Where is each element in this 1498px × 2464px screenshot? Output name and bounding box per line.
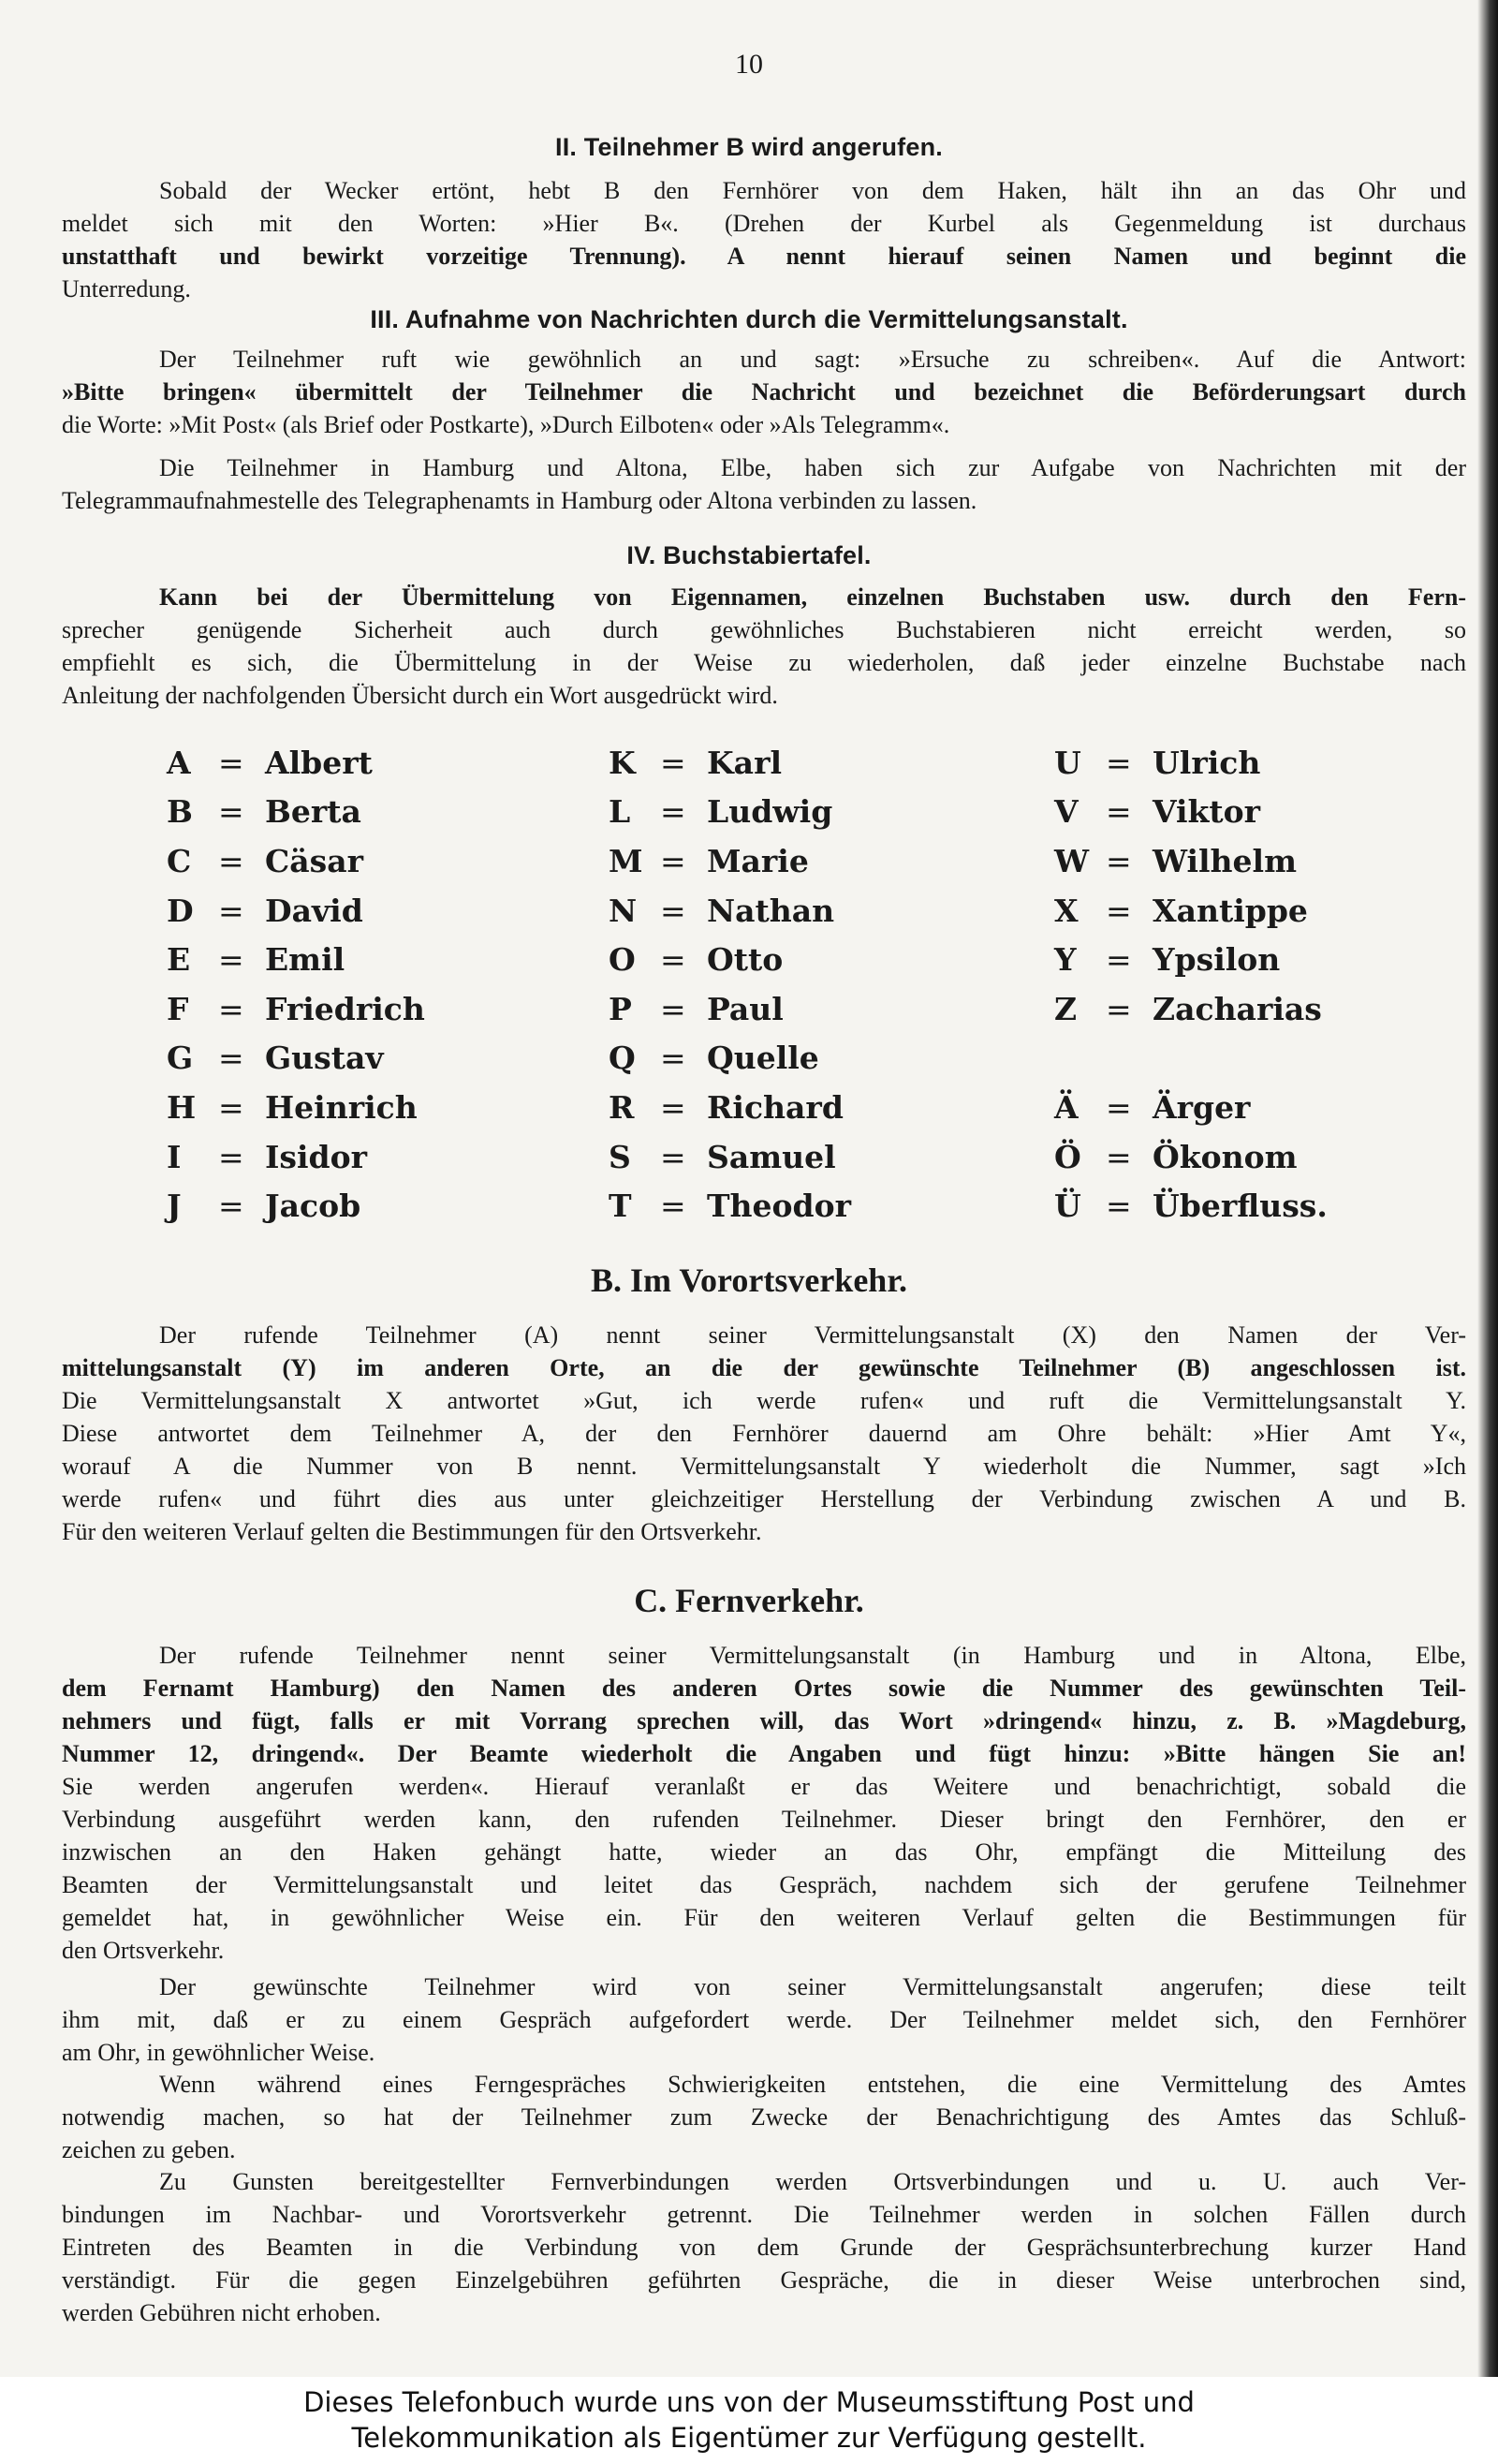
spelling-row-empty bbox=[1054, 1034, 1328, 1084]
spelling-word: Otto bbox=[707, 941, 784, 979]
spelling-letter: Ö bbox=[1054, 1138, 1081, 1175]
text-line: worauf A die Nummer von B nennt. Vermittelungsanstalt Y wiederholt die Nummer, sagt »Ich bbox=[62, 1453, 1466, 1480]
text-line: nehmers und fügt, falls er mit Vorrang sprechen will, das Wort »dringend« hinzu, z. B. »Magdeburg, bbox=[62, 1707, 1466, 1734]
equals-sign: = bbox=[218, 744, 244, 781]
spelling-word: Richard bbox=[707, 1088, 844, 1126]
text-line: »Bitte bringen« übermittelt der Teilnehmer die Nachricht und bezeichnet die Beförderungsart durch bbox=[62, 378, 1466, 406]
spelling-table-column-2 bbox=[609, 738, 851, 1231]
spelling-row bbox=[1054, 1083, 1328, 1132]
spelling-row bbox=[1054, 738, 1328, 788]
equals-sign: = bbox=[1106, 990, 1132, 1027]
text-line: meldet sich mit den Worten: »Hier B«. (Drehen der Kurbel als Gegenmeldung ist durchaus bbox=[62, 210, 1466, 237]
spelling-word: David bbox=[265, 892, 363, 929]
spelling-letter: S bbox=[609, 1138, 631, 1175]
text-line: Eintreten des Beamten in die Verbindung von dem Grunde der Gesprächsunterbrechung kurzer Hand bbox=[62, 2234, 1466, 2261]
text-line: Sie werden angerufen werden«. Hierauf veranlaßt er das Weitere und benachrichtigt, sobald die bbox=[62, 1773, 1466, 1800]
spelling-letter: U bbox=[1054, 744, 1081, 781]
spelling-table-column-3 bbox=[1054, 738, 1328, 1231]
spelling-row bbox=[167, 886, 425, 936]
text-line: werden Gebühren nicht erhoben. bbox=[62, 2299, 381, 2326]
text-line: Der rufende Teilnehmer (A) nennt seiner Vermittelungsanstalt (X) den Namen der Ver- bbox=[159, 1321, 1466, 1349]
spelling-letter: T bbox=[609, 1188, 632, 1225]
spelling-word: Gustav bbox=[265, 1040, 384, 1077]
spelling-letter: P bbox=[609, 990, 632, 1027]
text-line: werde rufen« und führt dies aus unter gleichzeitiger Herstellung der Verbindung zwischen A und B. bbox=[62, 1485, 1466, 1512]
text-line: inzwischen an den Haken gehängt hatte, wieder an das Ohr, empfängt die Mitteilung des bbox=[62, 1838, 1466, 1866]
spelling-row bbox=[167, 1181, 425, 1231]
spelling-letter: Z bbox=[1054, 990, 1078, 1027]
spelling-row bbox=[609, 1181, 851, 1231]
text-line: ihm mit, daß er zu einem Gespräch aufgefordert werde. Der Teilnehmer meldet sich, den Fernhörer bbox=[62, 2006, 1466, 2033]
spelling-word: Quelle bbox=[707, 1040, 819, 1077]
text-line: Wenn während eines Ferngespräches Schwierigkeiten entstehen, die eine Vermittelung des Amtes bbox=[159, 2071, 1466, 2098]
text-line: zeichen zu geben. bbox=[62, 2136, 236, 2163]
text-line: Zu Gunsten bereitgestellter Fernverbindungen werden Ortsverbindungen und u. U. auch Ver- bbox=[159, 2168, 1466, 2195]
section-c-paragraph-2 bbox=[62, 1970, 1466, 2069]
spelling-row bbox=[609, 886, 851, 936]
spelling-letter: F bbox=[167, 990, 189, 1027]
heading-section-ii: II. Teilnehmer B wird angerufen. bbox=[555, 133, 943, 161]
equals-sign: = bbox=[660, 842, 686, 879]
text-line: gemeldet hat, in gewöhnlicher Weise ein. Für den weiteren Verlauf gelten die Bestimmungen für bbox=[62, 1904, 1466, 1931]
equals-sign: = bbox=[1106, 842, 1132, 879]
spelling-word: Wilhelm bbox=[1153, 842, 1297, 879]
spelling-row bbox=[167, 1132, 425, 1182]
spelling-letter: Ä bbox=[1054, 1088, 1079, 1126]
spelling-row bbox=[167, 788, 425, 837]
text-line: Diese antwortet dem Teilnehmer A, der den Fernhörer dauernd am Ohre behält: »Hier Amt Y«, bbox=[62, 1420, 1466, 1447]
equals-sign: = bbox=[660, 1138, 686, 1175]
spelling-word: Heinrich bbox=[265, 1088, 418, 1126]
spelling-word: Xantippe bbox=[1153, 892, 1308, 929]
heading-section-b: B. Im Vorortsverkehr. bbox=[590, 1262, 907, 1299]
text-line: Die Vermittelungsanstalt X antwortet »Gut, ich werde rufen« und ruft die Vermittelungsanstalt Y. bbox=[62, 1387, 1466, 1414]
spelling-word: Emil bbox=[265, 941, 345, 979]
equals-sign: = bbox=[660, 793, 686, 831]
equals-sign: = bbox=[1106, 892, 1132, 929]
spelling-row bbox=[609, 1132, 851, 1182]
spelling-letter: J bbox=[167, 1188, 182, 1225]
spelling-letter: K bbox=[609, 744, 636, 781]
spelling-table-column-1 bbox=[167, 738, 425, 1231]
spelling-letter: O bbox=[609, 941, 636, 979]
text-line: sprecher genügende Sicherheit auch durch gewöhnliches Buchstabieren nicht erreicht werden, so bbox=[62, 616, 1466, 643]
spelling-letter: Ü bbox=[1054, 1188, 1081, 1225]
spelling-word: Albert bbox=[265, 744, 373, 781]
spelling-row bbox=[1054, 935, 1328, 984]
equals-sign: = bbox=[660, 990, 686, 1027]
spelling-row bbox=[1054, 1181, 1328, 1231]
section-iii-paragraph-2 bbox=[62, 451, 1466, 517]
spelling-word: Karl bbox=[707, 744, 782, 781]
equals-sign: = bbox=[660, 1088, 686, 1126]
spelling-word: Viktor bbox=[1153, 793, 1261, 831]
equals-sign: = bbox=[660, 941, 686, 979]
equals-sign: = bbox=[1106, 1088, 1132, 1126]
spelling-letter: B bbox=[167, 793, 193, 831]
spelling-row bbox=[1054, 836, 1328, 886]
text-line: am Ohr, in gewöhnlicher Weise. bbox=[62, 2039, 375, 2066]
spelling-row bbox=[1054, 788, 1328, 837]
text-line: unstatthaft und bewirkt vorzeitige Trennung). A nennt hierauf seinen Namen und beginnt die bbox=[62, 243, 1466, 270]
spelling-letter: W bbox=[1054, 842, 1090, 879]
spelling-word: Isidor bbox=[265, 1138, 368, 1175]
spelling-row bbox=[167, 984, 425, 1034]
text-line: den Ortsverkehr. bbox=[62, 1937, 225, 1964]
heading-section-iv: IV. Buchstabiertafel. bbox=[626, 541, 872, 569]
spelling-letter: V bbox=[1054, 793, 1079, 831]
equals-sign: = bbox=[218, 842, 244, 879]
spelling-letter: N bbox=[609, 892, 638, 929]
equals-sign: = bbox=[218, 1188, 244, 1225]
spelling-word: Ärger bbox=[1153, 1088, 1251, 1126]
text-line: Die Teilnehmer in Hamburg und Altona, Elbe, haben sich zur Aufgabe von Nachrichten mit der bbox=[159, 454, 1466, 481]
spelling-letter: X bbox=[1054, 892, 1079, 929]
spelling-row bbox=[609, 738, 851, 788]
heading-section-iii: III. Aufnahme von Nachrichten durch die Vermittelungsanstalt. bbox=[370, 305, 1128, 333]
spelling-letter: D bbox=[167, 892, 194, 929]
section-ii-paragraph bbox=[62, 174, 1466, 305]
spelling-letter: H bbox=[167, 1088, 197, 1126]
spelling-letter: C bbox=[167, 842, 192, 879]
spelling-row bbox=[609, 1034, 851, 1084]
spelling-word: Ulrich bbox=[1153, 744, 1261, 781]
spelling-word: Nathan bbox=[707, 892, 835, 929]
spelling-letter: Y bbox=[1054, 941, 1077, 979]
section-c-paragraph-1 bbox=[62, 1639, 1466, 1967]
spelling-row bbox=[167, 1034, 425, 1084]
spelling-letter: L bbox=[609, 793, 631, 831]
text-line: Der Teilnehmer ruft wie gewöhnlich an und sagt: »Ersuche zu schreiben«. Auf die Antwort: bbox=[159, 346, 1466, 373]
spelling-row bbox=[1054, 984, 1328, 1034]
spelling-row bbox=[609, 935, 851, 984]
section-c-paragraph-3 bbox=[62, 2068, 1466, 2166]
spelling-letter: E bbox=[167, 941, 191, 979]
equals-sign: = bbox=[1106, 744, 1132, 781]
spelling-letter: M bbox=[609, 842, 643, 879]
text-line: Der rufende Teilnehmer nennt seiner Vermittelungsanstalt (in Hamburg und in Altona, Elbe, bbox=[159, 1642, 1466, 1669]
spelling-row bbox=[167, 1083, 425, 1132]
spelling-word: Zacharias bbox=[1153, 990, 1322, 1027]
section-b-paragraph bbox=[62, 1319, 1466, 1548]
equals-sign: = bbox=[218, 1088, 244, 1126]
equals-sign: = bbox=[218, 793, 244, 831]
spelling-word: Ypsilon bbox=[1153, 941, 1281, 979]
heading-section-c: C. Fernverkehr. bbox=[634, 1582, 864, 1619]
equals-sign: = bbox=[1106, 793, 1132, 831]
text-line: bindungen im Nachbar- und Vorortsverkehr getrennt. Die Teilnehmer werden in solchen Fällen durch bbox=[62, 2201, 1466, 2228]
footer-line: Telekommunikation als Eigentümer zur Verfügung gestellt. bbox=[351, 2422, 1147, 2454]
text-line: Nummer 12, dringend«. Der Beamte wiederholt die Angaben und fügt hinzu: »Bitte hängen Sie an! bbox=[62, 1740, 1466, 1767]
equals-sign: = bbox=[660, 1188, 686, 1225]
spelling-row bbox=[1054, 886, 1328, 936]
spelling-letter: I bbox=[167, 1138, 182, 1175]
equals-sign: = bbox=[660, 1040, 686, 1077]
spelling-word: Ludwig bbox=[707, 793, 833, 831]
text-line: Anleitung der nachfolgenden Übersicht durch ein Wort ausgedrückt wird. bbox=[62, 682, 778, 709]
footer-line: Dieses Telefonbuch wurde uns von der Museumsstiftung Post und bbox=[303, 2386, 1195, 2418]
spelling-row bbox=[167, 836, 425, 886]
spelling-word: Friedrich bbox=[265, 990, 425, 1027]
equals-sign: = bbox=[1106, 1188, 1132, 1225]
spelling-row bbox=[167, 738, 425, 788]
text-line: Der gewünschte Teilnehmer wird von seiner Vermittelungsanstalt angerufen; diese teilt bbox=[159, 1973, 1466, 2000]
attribution-footer bbox=[0, 2377, 1498, 2464]
text-line: verständigt. Für die gegen Einzelgebühren geführten Gespräche, die in dieser Weise unterbrochen sind, bbox=[62, 2266, 1466, 2294]
section-iii-paragraph-1 bbox=[62, 343, 1466, 441]
equals-sign: = bbox=[218, 1040, 244, 1077]
spelling-word: Samuel bbox=[707, 1138, 836, 1175]
equals-sign: = bbox=[218, 892, 244, 929]
text-line: Unterredung. bbox=[62, 275, 191, 302]
spelling-letter: R bbox=[609, 1088, 635, 1126]
spelling-letter: A bbox=[167, 744, 191, 781]
text-line: Sobald der Wecker ertönt, hebt B den Fernhörer von dem Haken, hält ihn an das Ohr und bbox=[159, 177, 1466, 204]
spelling-word: Theodor bbox=[707, 1188, 852, 1225]
spelling-letter: G bbox=[167, 1040, 194, 1077]
text-line: notwendig machen, so hat der Teilnehmer zum Zwecke der Benachrichtigung des Amtes das Schluß- bbox=[62, 2103, 1466, 2131]
text-line: Kann bei der Übermittelung von Eigennamen, einzelnen Buchstaben usw. durch den Fern- bbox=[159, 583, 1466, 611]
text-line: Beamten der Vermittelungsanstalt und leitet das Gespräch, nachdem sich der gerufene Teilnehmer bbox=[62, 1871, 1466, 1898]
equals-sign: = bbox=[218, 1138, 244, 1175]
spelling-row bbox=[167, 935, 425, 984]
spelling-word: Marie bbox=[707, 842, 809, 879]
page-number: 10 bbox=[735, 49, 763, 80]
section-iv-paragraph bbox=[62, 581, 1466, 712]
spelling-word: Ökonom bbox=[1153, 1138, 1298, 1175]
equals-sign: = bbox=[660, 744, 686, 781]
spelling-letter: Q bbox=[609, 1040, 636, 1077]
text-line: Für den weiteren Verlauf gelten die Bestimmungen für den Ortsverkehr. bbox=[62, 1518, 762, 1545]
spelling-row bbox=[1054, 1132, 1328, 1182]
equals-sign: = bbox=[1106, 941, 1132, 979]
equals-sign: = bbox=[660, 892, 686, 929]
spelling-word: Cäsar bbox=[265, 842, 363, 879]
spelling-row bbox=[609, 1083, 851, 1132]
spelling-word: Überfluss. bbox=[1153, 1188, 1328, 1225]
text-line: die Worte: »Mit Post« (als Brief oder Postkarte), »Durch Eilboten« oder »Als Telegramm«. bbox=[62, 411, 950, 438]
equals-sign: = bbox=[218, 941, 244, 979]
spelling-row bbox=[609, 788, 851, 837]
text-line: mittelungsanstalt (Y) im anderen Orte, an die der gewünschte Teilnehmer (B) angeschlossen ist. bbox=[62, 1354, 1466, 1381]
text-line: Telegrammaufnahmestelle des Telegraphenamts in Hamburg oder Altona verbinden zu lassen. bbox=[62, 487, 977, 514]
spelling-word: Paul bbox=[707, 990, 784, 1027]
equals-sign: = bbox=[218, 990, 244, 1027]
text-line: Verbindung ausgeführt werden kann, den rufenden Teilnehmer. Dieser bringt den Fernhörer, den er bbox=[62, 1806, 1466, 1833]
text-line: dem Fernamt Hamburg) den Namen des anderen Ortes sowie die Nummer des gewünschten Teil- bbox=[62, 1675, 1466, 1702]
spelling-row bbox=[609, 836, 851, 886]
section-c-paragraph-4 bbox=[62, 2165, 1466, 2329]
equals-sign: = bbox=[1106, 1138, 1132, 1175]
text-line: empfiehlt es sich, die Übermittelung in der Weise zu wiederholen, daß jeder einzelne Buchstabe nach bbox=[62, 649, 1466, 676]
spelling-word: Jacob bbox=[265, 1188, 361, 1225]
spelling-word: Berta bbox=[265, 793, 361, 831]
spelling-row bbox=[609, 984, 851, 1034]
